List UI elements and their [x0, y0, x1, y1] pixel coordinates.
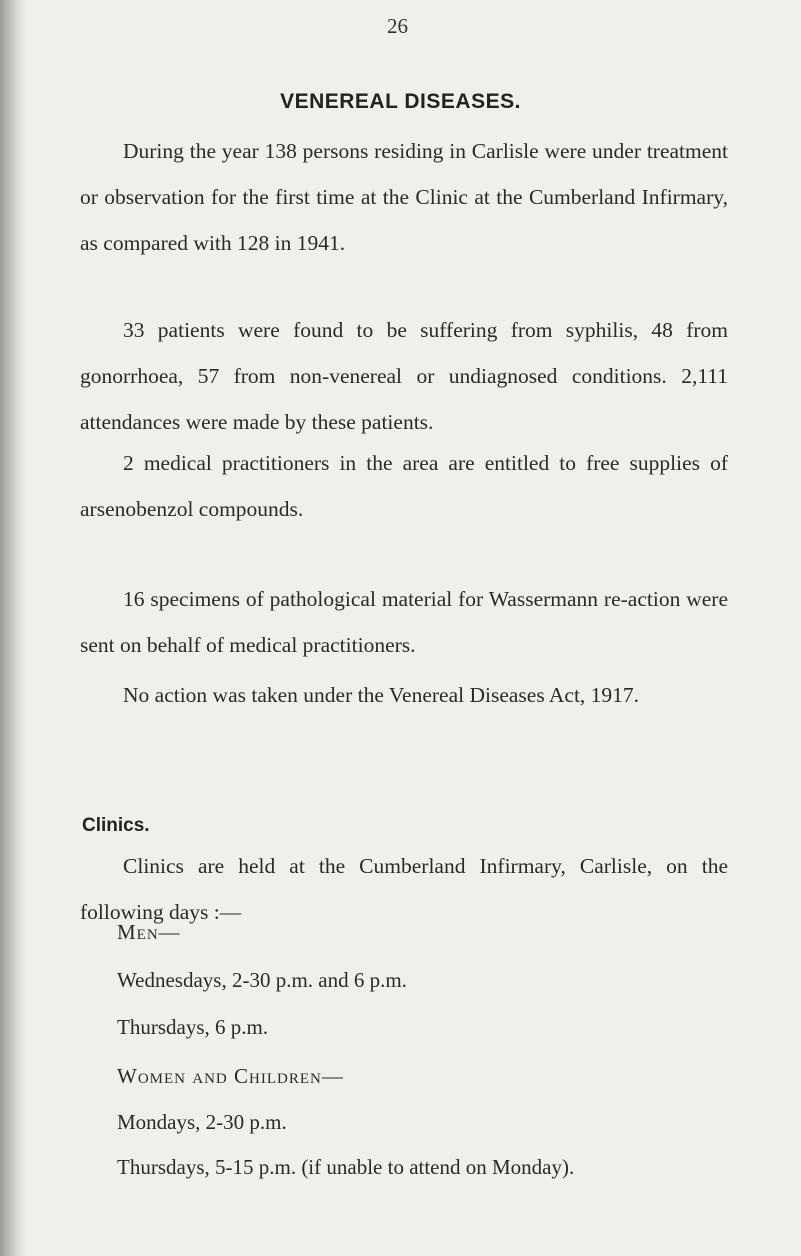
- group-label-men: Men—: [117, 920, 181, 944]
- session-line: Thursdays, 5-15 p.m. (if unable to attend on Monday).: [117, 1155, 575, 1179]
- page-number: 26: [387, 14, 408, 38]
- paragraph-diagnoses: 33 patients were found to be suffering from syphilis, 48 from gonorrhoea, 57 from non-venereal or undiagnosed conditions. 2,111 attendances were made by these patients.: [80, 318, 728, 434]
- group-label-women-children: Women and Children—: [117, 1064, 344, 1088]
- session-line: Thursdays, 6 p.m.: [117, 1015, 269, 1039]
- clinics-heading: Clinics.: [82, 815, 150, 836]
- page-binding-shadow: [0, 0, 26, 1256]
- session-line: Wednesdays, 2-30 p.m. and 6 p.m.: [117, 968, 407, 992]
- session-line: Mondays, 2-30 p.m.: [117, 1110, 287, 1134]
- paragraph-supplies: 2 medical practitioners in the area are entitled to free supplies of arsenobenzol compounds.: [80, 451, 728, 521]
- paragraph-act: No action was taken under the Venereal Diseases Act, 1917.: [123, 683, 640, 707]
- paragraph-specimens: 16 specimens of pathological material for Wassermann re-action were sent on behalf of medical practitioners.: [80, 587, 728, 657]
- paragraph-cases: During the year 138 persons residing in Carlisle were under treatment or observation for the first time at the Clinic at the Cumberland Infirmary, as compared with 128 in 1941.: [80, 139, 728, 255]
- clinics-intro: Clinics are held at the Cumberland Infirmary, Carlisle, on the following days :—: [80, 854, 728, 924]
- section-heading: VENEREAL DISEASES.: [280, 90, 521, 113]
